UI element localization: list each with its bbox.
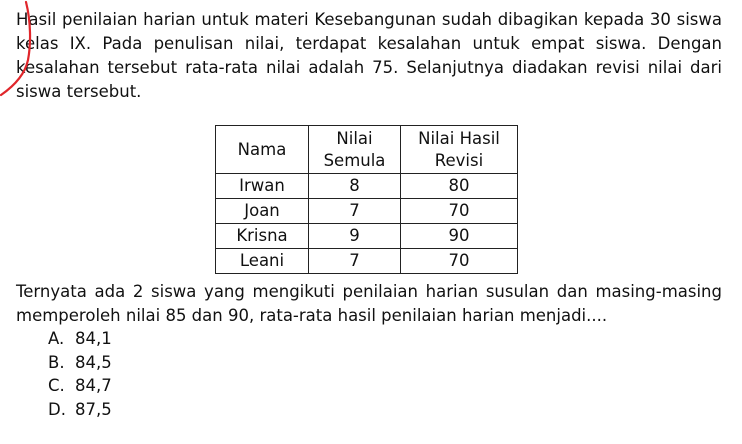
option-letter: D.	[48, 399, 66, 419]
table-header-row	[216, 126, 518, 174]
cell-initial: 9	[309, 224, 401, 249]
table-row	[216, 224, 518, 249]
option-letter: B.	[48, 352, 65, 372]
header-revised-score	[401, 126, 518, 174]
cell-name: Joan	[216, 199, 309, 224]
option-text: 87,5	[75, 399, 112, 419]
option-text: 84,7	[75, 376, 112, 395]
cell-name: Krisna	[216, 224, 309, 249]
table-row	[216, 199, 518, 224]
header-revised-line1: Nilai Hasil	[418, 128, 500, 148]
option-letter: A.	[48, 329, 65, 348]
answer-options	[48, 327, 112, 421]
option-d[interactable]	[48, 398, 112, 422]
header-initial-score	[309, 126, 401, 174]
option-text: 84,1	[75, 329, 112, 348]
option-letter: C.	[48, 376, 65, 395]
cell-name: Irwan	[216, 174, 309, 199]
question-follow-up: Ternyata ada 2 siswa yang mengikuti penilaian harian susulan dan masing-masing memperoleh nilai 85 dan 90, rata-rata hasil penilaian harian menjadi....	[16, 282, 722, 325]
option-c[interactable]	[48, 374, 112, 398]
score-table	[215, 125, 518, 274]
cell-revised: 80	[401, 174, 518, 199]
option-a[interactable]	[48, 327, 112, 351]
cell-revised: 90	[401, 224, 518, 249]
cell-revised: 70	[401, 199, 518, 224]
header-name	[216, 126, 309, 174]
cell-name: Leani	[216, 249, 309, 274]
cell-initial: 7	[309, 249, 401, 274]
table-row	[216, 249, 518, 274]
header-initial-line2: Semula	[323, 150, 386, 170]
header-revised-line2: Revisi	[434, 150, 484, 170]
option-b[interactable]	[48, 351, 112, 375]
table-row	[216, 174, 518, 199]
option-text: 84,5	[75, 352, 112, 372]
header-initial-line1: Nilai	[336, 128, 373, 148]
question-intro: Hasil penilaian harian untuk materi Kesebangunan sudah dibagikan kepada 30 siswa kelas IX. Pada penulisan nilai, terdapat kesalahan untuk empat siswa. Dengan kesalahan tersebut rata-rata nilai adalah 75. Selanjutnya diadakan revisi nilai dari siswa tersebut.	[16, 10, 722, 101]
cell-initial: 7	[309, 199, 401, 224]
header-name-label: Nama	[237, 139, 287, 159]
cell-initial: 8	[309, 174, 401, 199]
cell-revised: 70	[401, 249, 518, 274]
